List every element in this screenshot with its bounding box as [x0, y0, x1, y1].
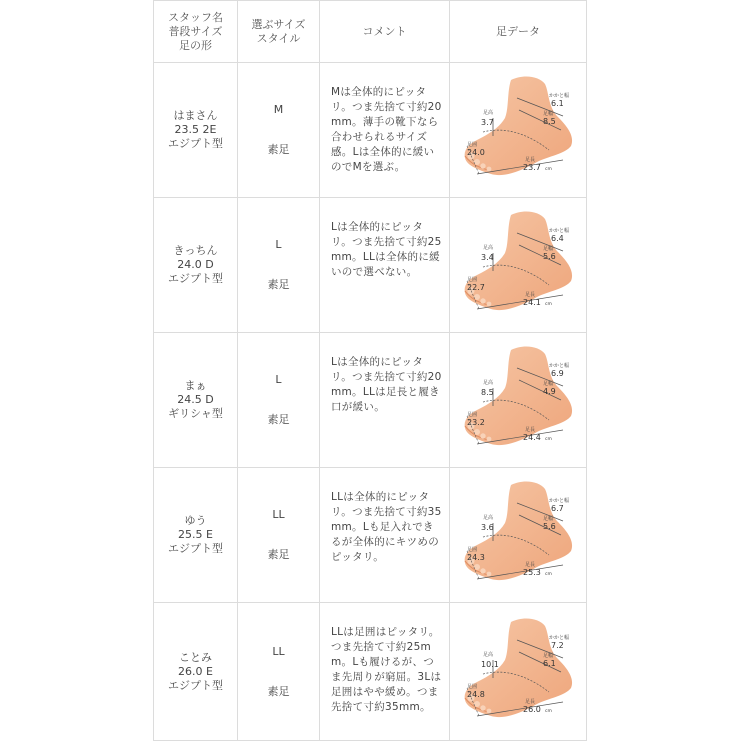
header-staff-line1: スタッフ名	[168, 10, 223, 24]
header-size-line1: 選ぶサイズ	[251, 17, 306, 31]
staff-name: まぁ	[184, 379, 207, 392]
instep-value: 23.2	[467, 418, 485, 427]
foot-width-value: 5.6	[543, 522, 556, 531]
foot-illustration	[453, 70, 583, 190]
unit-label: cm	[545, 167, 552, 172]
heel-width-value: 7.2	[551, 640, 564, 650]
foot-data-cell	[450, 63, 587, 198]
foot-shape: エジプト型	[168, 542, 223, 555]
length-value: 24.1	[523, 298, 541, 307]
toe-height-value: 3.4	[481, 253, 494, 262]
heel-width-value: 6.9	[551, 369, 564, 378]
heel-width-label: かかと幅	[549, 93, 570, 99]
instep-label: 足囲	[467, 412, 478, 418]
length-label: 足長	[525, 427, 536, 433]
size-cell	[238, 468, 320, 603]
chosen-size: LL	[272, 644, 285, 658]
foot-illustration	[453, 612, 583, 732]
foot-illustration	[453, 205, 583, 325]
size-cell	[238, 198, 320, 333]
usual-size: 25.5 E	[178, 528, 213, 541]
foot-illustration	[453, 475, 583, 595]
foot-shape: エジプト型	[168, 272, 223, 285]
size-cell	[238, 333, 320, 468]
foot-width-label: 足幅	[543, 652, 554, 659]
usual-size: 26.0 E	[178, 664, 213, 678]
staff-name: ことみ	[179, 650, 212, 664]
unit-label: cm	[545, 708, 552, 714]
header-staff-line3: 足の形	[179, 38, 212, 52]
style: 素足	[267, 143, 290, 156]
heel-width-value: 6.7	[551, 504, 564, 513]
size-cell	[238, 63, 320, 198]
foot-data-cell	[450, 468, 587, 603]
table-row	[154, 333, 587, 468]
comment-text: Mは全体的にピッタリ。つま先捨て寸約20mm。薄手の靴下なら合わせられるサイズ感。Lは全体的に緩いのでMを選ぶ。	[331, 86, 442, 173]
length-label: 足長	[525, 698, 536, 705]
usual-size: 23.5 2E	[174, 123, 217, 136]
foot-data-cell	[450, 333, 587, 468]
chosen-size: L	[275, 238, 282, 251]
unit-label: cm	[545, 572, 552, 577]
header-staff-line2: 普段サイズ	[168, 24, 223, 38]
foot-width-label: 足幅	[543, 381, 554, 387]
toe-height-value: 10.1	[481, 659, 499, 669]
comment-text: Lは全体的にピッタリ。つま先捨て寸約25mm。LLは全体的に緩いので選べない。	[331, 221, 442, 278]
staff-cell	[154, 333, 238, 468]
foot-width-value: 8.5	[543, 117, 556, 126]
foot-shape: ギリシャ型	[168, 407, 223, 420]
instep-value: 24.0	[467, 148, 485, 157]
style: 素足	[267, 413, 290, 426]
size-fit-table	[153, 0, 587, 741]
unit-label: cm	[545, 302, 552, 307]
comment-cell	[320, 63, 450, 198]
toe-height-label: 足高	[483, 651, 494, 658]
foot-width-value: 5.6	[543, 252, 556, 261]
style: 素足	[267, 548, 290, 561]
comment-cell	[320, 603, 450, 741]
toe-height-value: 3.7	[481, 118, 494, 127]
table-row	[154, 468, 587, 603]
instep-label: 足囲	[467, 547, 478, 553]
toe-height-label: 足高	[483, 515, 494, 521]
length-value: 23.7	[523, 163, 541, 172]
staff-name: ゆう	[184, 514, 207, 527]
chosen-size: LL	[272, 508, 285, 521]
chosen-size: M	[273, 103, 284, 116]
comment-text: LLは足囲はピッタリ。つま先捨て寸約25mm。Lも履けるが、つま先周りが窮屈。3Lは足囲はやや緩め。つま先捨て寸約35mm。	[331, 626, 442, 713]
length-value: 26.0	[523, 704, 541, 714]
staff-cell	[154, 603, 238, 741]
header-foot: 足データ	[450, 1, 587, 63]
toe-height-label: 足高	[483, 245, 494, 251]
header-comment: コメント	[320, 1, 450, 63]
comment-cell	[320, 333, 450, 468]
length-value: 24.4	[523, 433, 541, 442]
chosen-size: L	[275, 373, 282, 386]
foot-width-value: 6.1	[543, 658, 556, 668]
comment-text: LLは全体的にピッタリ。つま先捨て寸約35mm。Lも足入れできるが全体的にキツめのピッタリ。	[331, 491, 442, 563]
toe-height-value: 3.6	[481, 523, 494, 532]
staff-name: きっちん	[173, 244, 218, 257]
instep-label: 足囲	[467, 142, 478, 148]
staff-name: はまさん	[173, 109, 218, 122]
instep-label: 足囲	[467, 277, 478, 283]
foot-shape: エジプト型	[168, 137, 223, 150]
heel-width-label: かかと幅	[549, 498, 570, 504]
heel-width-value: 6.1	[551, 99, 564, 108]
length-label: 足長	[525, 292, 536, 298]
comment-cell	[320, 198, 450, 333]
toe-height-value: 8.5	[481, 388, 494, 397]
style: 素足	[267, 684, 290, 698]
toe-height-label: 足高	[483, 380, 494, 386]
heel-width-label: かかと幅	[549, 634, 570, 641]
size-cell	[238, 603, 320, 741]
style: 素足	[267, 278, 290, 291]
table-row	[154, 198, 587, 333]
length-label: 足長	[525, 562, 536, 568]
foot-illustration	[453, 340, 583, 460]
instep-value: 24.3	[467, 553, 485, 562]
instep-value: 24.8	[467, 689, 485, 699]
header-size-line2: スタイル	[256, 31, 301, 45]
usual-size: 24.0 D	[177, 258, 214, 271]
foot-data-cell	[450, 198, 587, 333]
foot-width-label: 足幅	[543, 111, 554, 117]
table-row	[154, 63, 587, 198]
foot-width-label: 足幅	[543, 246, 554, 252]
table-row	[154, 603, 587, 741]
toe-height-label: 足高	[483, 110, 494, 116]
length-label: 足長	[525, 157, 536, 163]
header-row	[154, 1, 587, 63]
foot-shape: エジプト型	[168, 678, 223, 692]
comment-text: Lは全体的にピッタリ。つま先捨て寸約20mm。LLは足長と履き口が緩い。	[331, 356, 442, 413]
length-value: 25.3	[523, 568, 541, 577]
instep-label: 足囲	[467, 683, 478, 690]
heel-width-label: かかと幅	[549, 363, 570, 369]
foot-width-label: 足幅	[543, 516, 554, 522]
foot-width-value: 4.9	[543, 387, 556, 396]
comment-cell	[320, 468, 450, 603]
foot-data-cell	[450, 603, 587, 741]
staff-cell	[154, 468, 238, 603]
staff-cell	[154, 63, 238, 198]
header-size	[238, 1, 320, 63]
header-staff	[154, 1, 238, 63]
staff-cell	[154, 198, 238, 333]
heel-width-value: 6.4	[551, 234, 564, 243]
instep-value: 22.7	[467, 283, 485, 292]
usual-size: 24.5 D	[177, 393, 214, 406]
heel-width-label: かかと幅	[549, 228, 570, 234]
unit-label: cm	[545, 437, 552, 442]
